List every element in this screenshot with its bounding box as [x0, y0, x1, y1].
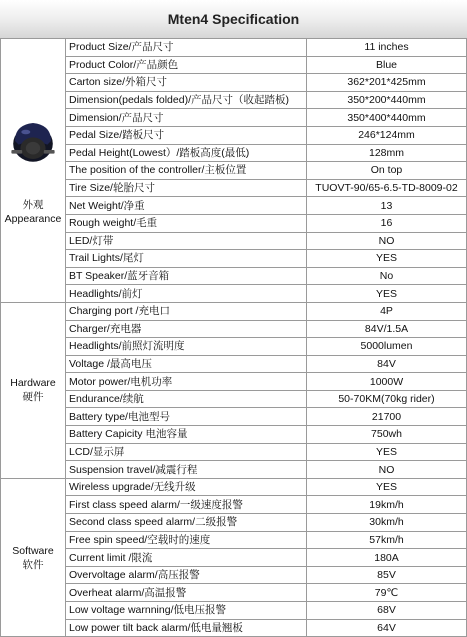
spec-value: On top	[307, 162, 467, 180]
spec-label: First class speed alarm/一级速度报警	[66, 496, 307, 514]
spec-value: YES	[307, 478, 467, 496]
spec-label: Dimension/产品尺寸	[66, 109, 307, 127]
section-label-software	[1, 478, 66, 636]
table-row	[1, 426, 467, 444]
table-row	[1, 496, 467, 514]
table-row	[1, 461, 467, 479]
spec-value: 246*124mm	[307, 126, 467, 144]
spec-label: Pedal Size/踏板尺寸	[66, 126, 307, 144]
spec-value: 85V	[307, 566, 467, 584]
electric-unicycle-icon	[6, 114, 60, 168]
spec-label: The position of the controller/主板位置	[66, 162, 307, 180]
section-name-en: Appearance	[4, 213, 62, 226]
table-row	[1, 74, 467, 92]
table-row	[1, 214, 467, 232]
table-row	[1, 584, 467, 602]
spec-value: NO	[307, 461, 467, 479]
table-row	[1, 566, 467, 584]
spec-label: Charging port /充电口	[66, 302, 307, 320]
table-row	[1, 443, 467, 461]
spec-label: Low voltage warnning/低电压报警	[66, 602, 307, 620]
section-name-cn: 硬件	[22, 391, 44, 404]
spec-value: 79℃	[307, 584, 467, 602]
spec-label: Pedal Height(Lowest）/踏板高度(最低)	[66, 144, 307, 162]
table-row	[1, 390, 467, 408]
spec-label: LED/灯带	[66, 232, 307, 250]
section-label-hardware	[1, 302, 66, 478]
spec-label: Voltage /最高电压	[66, 355, 307, 373]
spec-value: No	[307, 267, 467, 285]
table-row	[1, 478, 467, 496]
section-name-cn: 外观	[22, 199, 44, 212]
spec-value: 57km/h	[307, 531, 467, 549]
spec-label: Carton size/外箱尺寸	[66, 74, 307, 92]
spec-label: Headlights/前照灯流明度	[66, 338, 307, 356]
spec-label: Second class speed alarm/二级报警	[66, 514, 307, 532]
spec-value: 750wh	[307, 426, 467, 444]
spec-label: Low power tilt back alarm/低电量翘板	[66, 619, 307, 637]
spec-label: Rough weight/毛重	[66, 214, 307, 232]
spec-label: Endurance/续航	[66, 390, 307, 408]
table-row	[1, 531, 467, 549]
spec-value: YES	[307, 250, 467, 268]
spec-value: 64V	[307, 619, 467, 637]
spec-value: 1000W	[307, 373, 467, 391]
spec-value: 13	[307, 197, 467, 215]
spec-value: 5000lumen	[307, 338, 467, 356]
table-row	[1, 56, 467, 74]
table-row	[1, 162, 467, 180]
spec-value: 350*400*440mm	[307, 109, 467, 127]
spec-label: Overheat alarm/高温报警	[66, 584, 307, 602]
table-row	[1, 250, 467, 268]
spec-value: 4P	[307, 302, 467, 320]
spec-label: Current limit /限流	[66, 549, 307, 567]
spec-value: TUOVT-90/65-6.5-TD-8009-02	[307, 179, 467, 197]
spec-label: Net Weight/净重	[66, 197, 307, 215]
spec-value: Blue	[307, 56, 467, 74]
spec-value: 362*201*425mm	[307, 74, 467, 92]
spec-value: YES	[307, 443, 467, 461]
table-row	[1, 126, 467, 144]
table-row	[1, 338, 467, 356]
spec-label: Headlights/前灯	[66, 285, 307, 303]
table-row	[1, 514, 467, 532]
table-row	[1, 267, 467, 285]
spec-value: 19km/h	[307, 496, 467, 514]
spec-value: 350*200*440mm	[307, 91, 467, 109]
table-row	[1, 232, 467, 250]
table-row	[1, 197, 467, 215]
spec-label: Wireless upgrade/无线升级	[66, 478, 307, 496]
spec-label: BT Speaker/蓝牙音箱	[66, 267, 307, 285]
table-row	[1, 619, 467, 637]
spec-label: Motor power/电机功率	[66, 373, 307, 391]
table-row	[1, 602, 467, 620]
spec-value: 21700	[307, 408, 467, 426]
spec-label: Battery type/电池型号	[66, 408, 307, 426]
spec-label: Tire Size/轮胎尺寸	[66, 179, 307, 197]
table-row	[1, 144, 467, 162]
spec-label: Free spin speed/空载时的速度	[66, 531, 307, 549]
spec-label: Charger/充电器	[66, 320, 307, 338]
spec-label: Product Color/产品颜色	[66, 56, 307, 74]
spec-label: Overvoltage alarm/高压报警	[66, 566, 307, 584]
spec-label: Product Size/产品尺寸	[66, 39, 307, 57]
spec-value: 128mm	[307, 144, 467, 162]
table-row	[1, 355, 467, 373]
section-label-appearance	[1, 39, 66, 303]
table-row	[1, 91, 467, 109]
spec-value: 180A	[307, 549, 467, 567]
spec-value: YES	[307, 285, 467, 303]
spec-value: 50-70KM(70kg rider)	[307, 390, 467, 408]
spec-value: 84V/1.5A	[307, 320, 467, 338]
section-name-cn: 软件	[22, 558, 44, 571]
spec-value: NO	[307, 232, 467, 250]
spec-value: 68V	[307, 602, 467, 620]
spec-label: Suspension travel/减震行程	[66, 461, 307, 479]
table-row	[1, 39, 467, 57]
title-bar	[0, 0, 467, 39]
spec-label: Battery Capicity 电池容量	[66, 426, 307, 444]
spec-value: 16	[307, 214, 467, 232]
spec-value: 84V	[307, 355, 467, 373]
spec-value: 30km/h	[307, 514, 467, 532]
spec-label: Trail Lights/尾灯	[66, 250, 307, 268]
table-row	[1, 302, 467, 320]
table-row	[1, 285, 467, 303]
section-name-en: Software	[12, 544, 54, 557]
table-row	[1, 109, 467, 127]
spec-label: Dimension(pedals folded)/产品尺寸（收起踏板)	[66, 91, 307, 109]
spec-value: 11 inches	[307, 39, 467, 57]
spec-table	[0, 38, 467, 637]
page-title: Mten4 Specification	[167, 11, 300, 27]
table-row	[1, 549, 467, 567]
table-row	[1, 320, 467, 338]
section-name-en: Hardware	[10, 377, 56, 390]
table-row	[1, 179, 467, 197]
spec-label: LCD/显示屏	[66, 443, 307, 461]
table-row	[1, 408, 467, 426]
table-row	[1, 373, 467, 391]
